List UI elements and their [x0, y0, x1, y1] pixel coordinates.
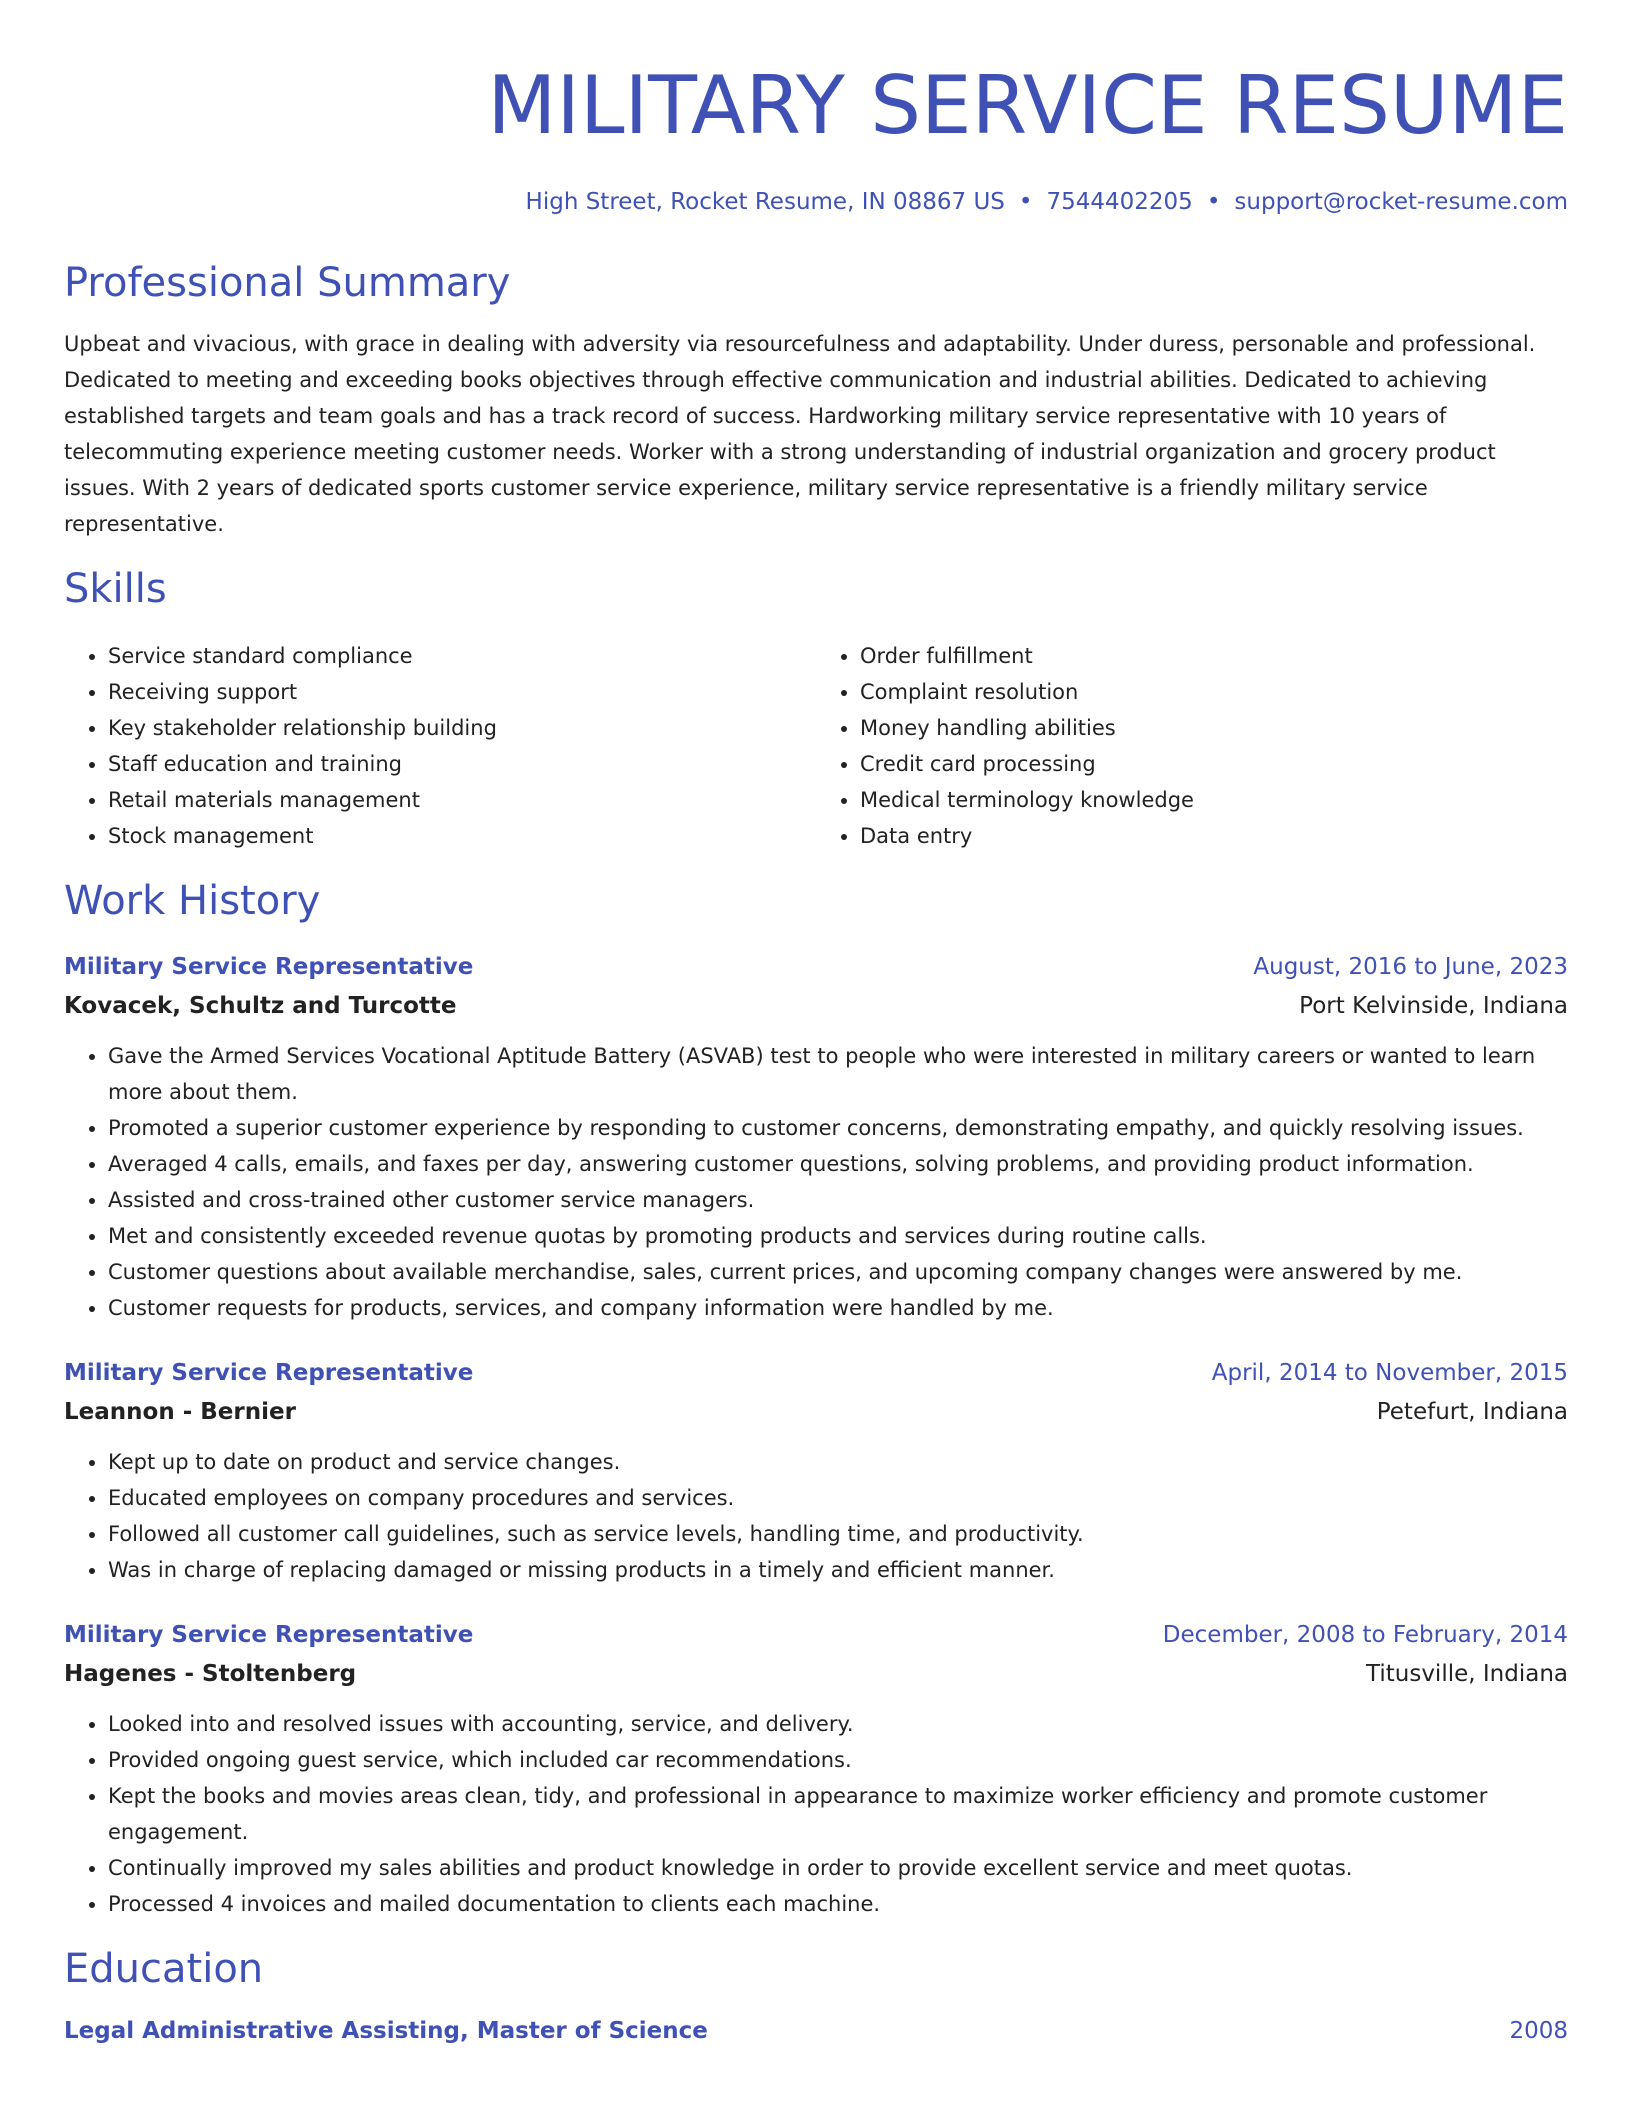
- job-company-row: [64, 986, 1568, 1026]
- job-title: Military Service Representative: [64, 1622, 474, 1648]
- job-bullet: • Educated employees on company procedures and services.: [108, 1480, 1568, 1516]
- skills-list: [64, 638, 1568, 854]
- education-degree: Legal Administrative Assisting, Master of Science: [64, 2018, 708, 2044]
- job-bullet: • Kept up to date on product and service changes.: [108, 1444, 1568, 1480]
- skills-column-right: [816, 638, 1568, 854]
- skills-heading: Skills: [64, 566, 167, 612]
- skill-item: • Service standard compliance: [108, 638, 816, 674]
- summary-text: Upbeat and vivacious, with grace in dealing with adversity via resourcefulness and adaptability. Under duress, personable and professional. Dedicated to meeting and exceeding books objectives through effective communication and industrial abilities. Dedicated to achieving established targets and team goals and has a track record of success. Hardworking military service representative with 10 years of telecommuting experience meeting customer needs. Worker with a strong understanding of industrial organization and grocery product issues. With 2 years of dedicated sports customer service experience, military service representative is a friendly military service representative.: [64, 332, 1536, 536]
- job-bullets: [64, 1706, 1568, 1922]
- job-dates: December, 2008 to February, 2014: [1162, 1622, 1568, 1648]
- job-location: Titusville, Indiana: [1366, 1661, 1568, 1687]
- job-bullet: • Customer requests for products, services, and company information were handled by me.: [108, 1290, 1568, 1326]
- job-entry: [64, 1616, 1568, 1922]
- education-year: 2008: [1509, 2018, 1568, 2044]
- job-bullet: • Continually improved my sales abilities and product knowledge in order to provide excellent service and meet quotas.: [108, 1850, 1568, 1886]
- skill-item: • Stock management: [108, 818, 816, 854]
- job-entry: [64, 948, 1568, 1326]
- contact-line: [64, 186, 1568, 218]
- skill-item: • Key stakeholder relationship building: [108, 710, 816, 746]
- job-company-row: [64, 1654, 1568, 1694]
- job-location: Petefurt, Indiana: [1376, 1399, 1568, 1425]
- resume-header: [64, 58, 1568, 218]
- skill-item: • Staff education and training: [108, 746, 816, 782]
- skill-item: • Money handling abilities: [860, 710, 1568, 746]
- job-bullets: [64, 1444, 1568, 1588]
- job-dates: April, 2014 to November, 2015: [1211, 1360, 1568, 1386]
- skills-column-left: [64, 638, 816, 854]
- job-bullet: • Promoted a superior customer experience by responding to customer concerns, demonstrating empathy, and quickly resolving issues.: [108, 1110, 1568, 1146]
- job-company: Kovacek, Schultz and Turcotte: [64, 993, 457, 1019]
- job-company: Leannon - Bernier: [64, 1399, 296, 1425]
- job-entry: [64, 1354, 1568, 1588]
- job-dates: August, 2016 to June, 2023: [1253, 954, 1568, 980]
- contact-separator: •: [1206, 189, 1221, 215]
- job-bullet: • Followed all customer call guidelines, such as service levels, handling time, and productivity.: [108, 1516, 1568, 1552]
- skill-item: • Data entry: [860, 818, 1568, 854]
- skill-item: • Receiving support: [108, 674, 816, 710]
- summary-heading: Professional Summary: [64, 260, 511, 306]
- job-bullet: • Provided ongoing guest service, which included car recommendations.: [108, 1742, 1568, 1778]
- job-bullet: • Processed 4 invoices and mailed documentation to clients each machine.: [108, 1886, 1568, 1922]
- job-bullet: • Customer questions about available merchandise, sales, current prices, and upcoming company changes were answered by me.: [108, 1254, 1568, 1290]
- education-heading: Education: [64, 1946, 264, 1992]
- resume-name: MILITARY SERVICE RESUME: [487, 59, 1568, 152]
- job-bullets: [64, 1038, 1568, 1326]
- skill-item: • Complaint resolution: [860, 674, 1568, 710]
- job-location: Port Kelvinside, Indiana: [1299, 993, 1568, 1019]
- job-header-row: [64, 948, 1568, 986]
- job-bullet: • Met and consistently exceeded revenue quotas by promoting products and services during routine calls.: [108, 1218, 1568, 1254]
- job-bullet: • Assisted and cross-trained other customer service managers.: [108, 1182, 1568, 1218]
- job-bullet: • Gave the Armed Services Vocational Aptitude Battery (ASVAB) test to people who were interested in military careers or wanted to learn more about them.: [108, 1038, 1568, 1110]
- work-history-heading: Work History: [64, 878, 321, 924]
- job-bullet: • Was in charge of replacing damaged or missing products in a timely and efficient manner.: [108, 1552, 1568, 1588]
- skill-item: • Medical terminology knowledge: [860, 782, 1568, 818]
- contact-email: support@rocket-resume.com: [1234, 189, 1568, 215]
- job-title: Military Service Representative: [64, 1360, 474, 1386]
- job-company-row: [64, 1392, 1568, 1432]
- contact-separator: •: [1018, 189, 1033, 215]
- contact-phone: 7544402205: [1046, 189, 1193, 215]
- skill-item: • Retail materials management: [108, 782, 816, 818]
- job-company: Hagenes - Stoltenberg: [64, 1661, 357, 1687]
- education-entry: [64, 2012, 1568, 2050]
- job-header-row: [64, 1354, 1568, 1392]
- job-header-row: [64, 1616, 1568, 1654]
- job-bullet: • Kept the books and movies areas clean, tidy, and professional in appearance to maximize worker efficiency and promote customer engagement.: [108, 1778, 1568, 1850]
- job-bullet: • Looked into and resolved issues with accounting, service, and delivery.: [108, 1706, 1568, 1742]
- skill-item: • Credit card processing: [860, 746, 1568, 782]
- job-bullet: • Averaged 4 calls, emails, and faxes per day, answering customer questions, solving problems, and providing product information.: [108, 1146, 1568, 1182]
- contact-address: High Street, Rocket Resume, IN 08867 US: [525, 189, 1005, 215]
- job-title: Military Service Representative: [64, 954, 474, 980]
- skill-item: • Order fulfillment: [860, 638, 1568, 674]
